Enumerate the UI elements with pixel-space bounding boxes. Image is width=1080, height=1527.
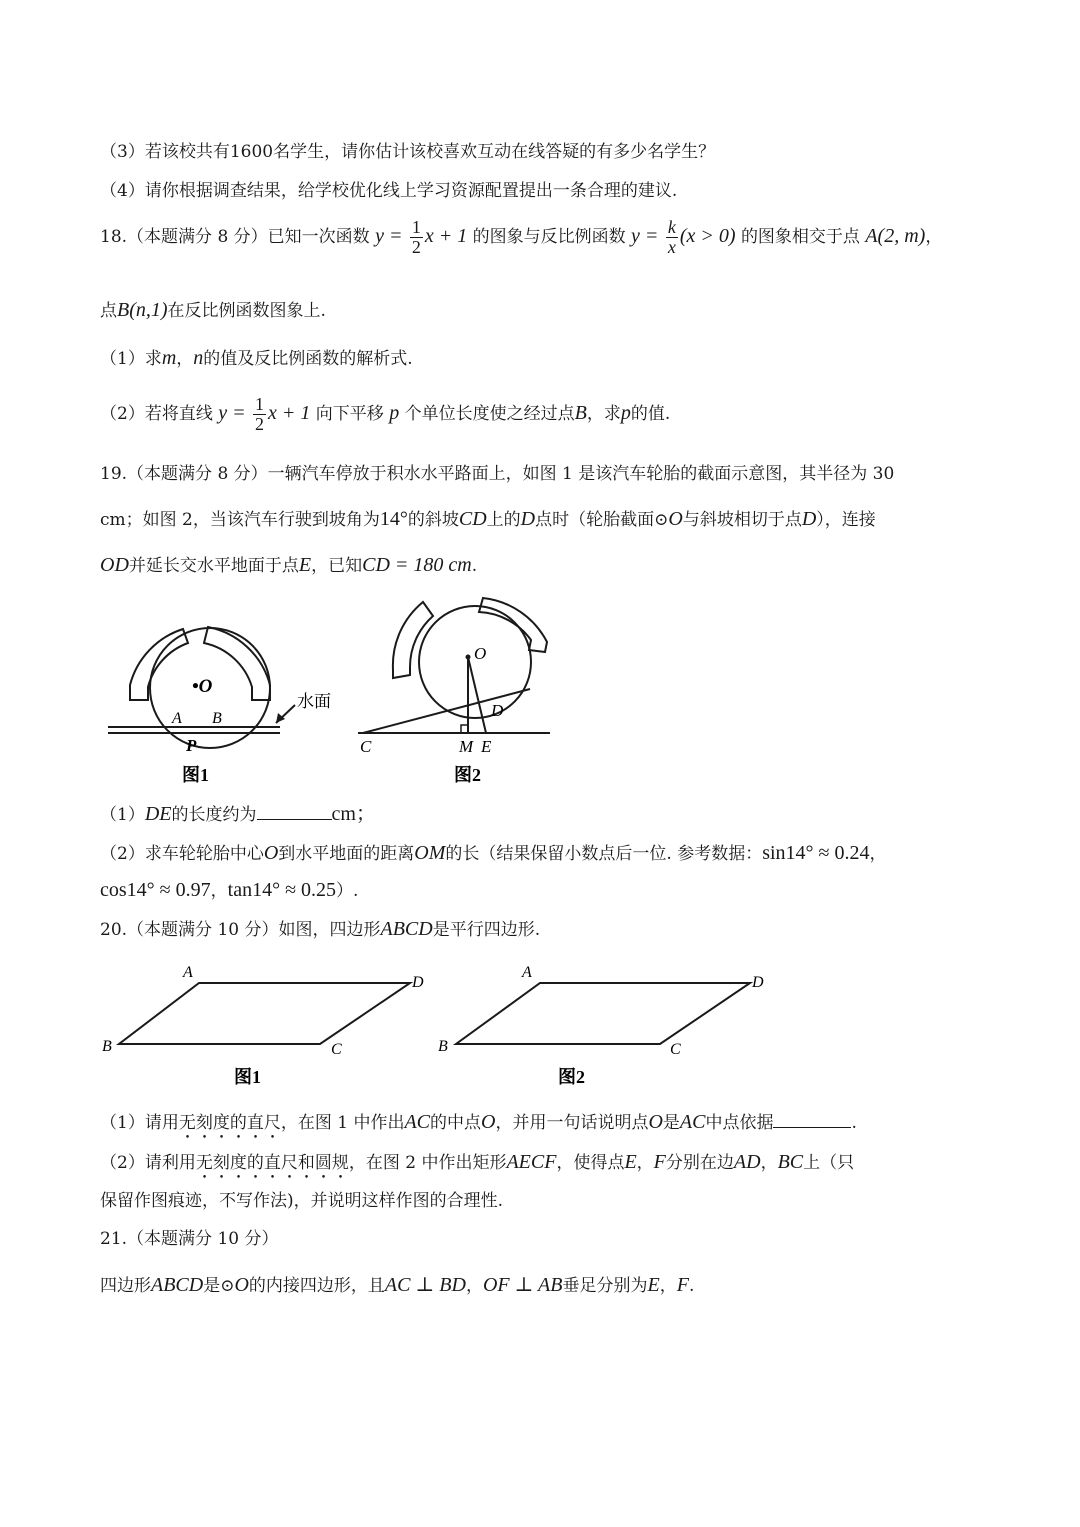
q20-s1g: . — [851, 1113, 857, 1133]
label-c: C — [331, 1041, 342, 1058]
label-a: A — [522, 964, 532, 981]
q19-l2e: 与斜坡相切于点 — [682, 510, 802, 530]
frac-num: k — [667, 217, 676, 237]
q18-lead: 18.（本题满分 8 分）已知一次函数 — [100, 226, 370, 247]
q19-sub1 — [100, 801, 376, 826]
q18-s1-a: （1）求 — [100, 349, 162, 369]
q19-s3a: ， — [210, 881, 228, 901]
frac-den: x — [667, 236, 676, 257]
label-b: B — [102, 1038, 112, 1055]
q21-abcd: ABCD — [151, 1274, 204, 1296]
q20-f: F — [653, 1151, 666, 1173]
q19-s2c: 的长（结果保留小数点后一位. 参考数据： — [445, 844, 763, 864]
label-d: D — [491, 701, 504, 720]
frac-den: 2 — [411, 236, 421, 257]
q21-head: 21.（本题满分 10 分） — [100, 1229, 279, 1249]
q18-s2-c: 个单位长度使之经过点 — [404, 403, 575, 424]
q20-bc: BC — [777, 1151, 804, 1173]
q18-s2-d: ，求 — [586, 403, 621, 424]
label-o: O — [474, 644, 487, 663]
q18-var-m: m — [161, 347, 177, 369]
q18-s1-b: 的值及反比例函数的解析式. — [203, 349, 413, 369]
q19-l3b: ，已知 — [311, 556, 363, 576]
q20-head-a: 20.（本题满分 10 分）如图，四边形 — [100, 920, 381, 940]
label-a: A — [183, 964, 193, 981]
q20-o2: O — [648, 1111, 663, 1133]
q19-s2b: 到水平地面的距离 — [278, 844, 415, 864]
q20-sub2 — [100, 1150, 854, 1183]
frac-num: 1 — [411, 217, 421, 237]
q18-s2-a: （2）若将直线 — [100, 403, 213, 424]
q19-s1-c: cm； — [331, 803, 376, 825]
q19-l2c: 上的 — [486, 510, 521, 530]
q20-s2d: ， — [636, 1153, 654, 1173]
q18-frac-k — [666, 218, 678, 257]
line-oe — [468, 657, 486, 733]
q20-s1d: ，并用一句话说明点 — [495, 1113, 649, 1133]
q20-abcd: ABCD — [380, 918, 433, 940]
q19-o: O — [668, 508, 683, 530]
q18-line1 — [100, 218, 942, 257]
q18-s2-e: 的值. — [630, 403, 671, 424]
fender-left — [130, 629, 188, 700]
q19-od: OD — [100, 554, 129, 576]
q20-s1e: 是 — [662, 1113, 680, 1133]
fender-right — [479, 598, 547, 652]
frac-num: 1 — [255, 394, 265, 414]
q19-s1-b: 的长度约为 — [171, 805, 257, 825]
q20-ac: AC — [404, 1111, 431, 1133]
q21-perp2: OF ⊥ AB — [482, 1274, 563, 1296]
q18-var-p: p — [389, 401, 400, 424]
q19-de: DE — [144, 803, 172, 825]
right-angle-mark — [461, 725, 468, 733]
q18-s2-b: 向下平移 — [315, 403, 384, 424]
q18-s2-rhs: x + 1 — [268, 401, 311, 424]
q18-var-n: n — [193, 347, 204, 369]
q19-om: OM — [414, 842, 446, 864]
q19-d2: D — [801, 508, 817, 530]
label-o: •O — [192, 676, 213, 697]
caption: 图2 — [558, 1067, 585, 1087]
q19-angle: 14° — [379, 508, 408, 530]
q17-part3: （3）若该校共有1600名学生，请你估计该校喜欢互动在线答疑的有多少名学生？ — [100, 142, 716, 162]
q19-cd: CD — [458, 508, 487, 530]
q20-figure-2 — [432, 960, 777, 1095]
q21-perp1: AC ⊥ BD — [384, 1274, 466, 1296]
answer-blank[interactable] — [257, 801, 332, 820]
q19-line1: 19.（本题满分 8 分）一辆汽车停放于积水水平路面上，如图 1 是该汽车轮胎的截面示意图，其半径为 30 — [100, 464, 895, 484]
q19-cos: cos14° ≈ 0.97 — [100, 879, 211, 901]
q21-f: F — [676, 1274, 689, 1296]
label-b: B — [438, 1038, 448, 1055]
q21-o: O — [234, 1274, 249, 1296]
q19-l2f: ），连接 — [816, 510, 876, 530]
answer-blank[interactable] — [773, 1109, 851, 1128]
q20-s2g: 上（只 — [803, 1153, 855, 1173]
q19-l2b: 的斜坡 — [407, 510, 459, 530]
q20-s1c: 的中点 — [430, 1113, 482, 1133]
q19-s3b: ）. — [336, 881, 359, 901]
q20-aecf: AECF — [506, 1151, 557, 1173]
label-e: E — [481, 737, 492, 756]
label-p: P — [186, 736, 197, 755]
q19-sin: sin14° ≈ 0.24 — [762, 842, 870, 864]
q20-head-b: 是平行四边形. — [432, 920, 541, 940]
label-d: D — [752, 974, 764, 991]
q18-l2-post: 在反比例函数图象上. — [167, 301, 326, 321]
label-a: A — [172, 710, 182, 727]
q18-var-p2: p — [620, 401, 631, 424]
q18-point-b: B(n,1) — [117, 299, 168, 321]
q20-e: E — [624, 1151, 637, 1173]
q19-sub3 — [100, 878, 358, 902]
label-water: 水面 — [297, 692, 331, 711]
q19-line2 — [100, 507, 876, 531]
label-c: C — [360, 737, 372, 756]
q20-figure-1 — [95, 960, 435, 1095]
q19-s1-a: （1） — [100, 805, 145, 825]
q18-var-b: B — [574, 401, 587, 424]
q20-s1a: （1）请用 — [100, 1113, 179, 1133]
q19-line3 — [100, 553, 477, 577]
q18-sub2 — [100, 395, 670, 434]
center-dot — [466, 655, 471, 660]
q19-figure-1 — [100, 615, 360, 790]
q20-s1b: ，在图 1 中作出 — [280, 1113, 405, 1133]
q19-e: E — [298, 554, 312, 576]
q19-cd-eq: CD = 180 cm — [362, 554, 472, 576]
q21-l1f: ， — [659, 1276, 677, 1296]
q20-head — [100, 917, 540, 941]
q20-s2-emphasis: 无刻度的直尺和圆规 — [195, 1153, 349, 1173]
frac-den: 2 — [255, 413, 265, 434]
caption: 图1 — [182, 765, 209, 785]
q21-l1g: . — [688, 1276, 695, 1296]
q18-l2-pre: 点 — [100, 301, 117, 321]
fender-right — [204, 627, 270, 700]
label-d: D — [412, 974, 424, 991]
slope-line — [363, 689, 530, 733]
q18-inverse-rhs: (x > 0) — [679, 224, 736, 247]
parallelogram — [119, 983, 410, 1044]
caption: 图1 — [234, 1067, 261, 1087]
q20-s2c: ，使得点 — [556, 1153, 625, 1173]
q19-l2a: cm；如图 2，当该汽车行驶到坡角为 — [100, 510, 380, 530]
q18-point-a: A(2, m) — [865, 224, 926, 247]
q20-s2e: 分别在边 — [665, 1153, 734, 1173]
q19-d: D — [520, 508, 536, 530]
q21-l1b: 是⊙ — [203, 1276, 235, 1296]
fender-left — [393, 602, 433, 678]
q17-part4: （4）请你根据调查结果，给学校优化线上学习资源配置提出一条合理的建议. — [100, 181, 678, 201]
q19-sub2 — [100, 841, 887, 865]
q18-line2 — [100, 298, 326, 322]
label-c: C — [670, 1041, 681, 1058]
q18-s1-sep: ， — [176, 349, 194, 369]
q20-s2a: （2）请利用 — [100, 1153, 196, 1173]
label-m: M — [459, 737, 474, 756]
q19-l3a: 并延长交水平地面于点 — [128, 556, 299, 576]
q20-s1-emphasis: 无刻度的直尺 — [178, 1113, 281, 1133]
q18-text2: 的图象相交于点 — [740, 226, 860, 247]
q18-text1: 的图象与反比例函数 — [472, 226, 626, 247]
q18-linear-rhs: x + 1 — [424, 224, 468, 247]
q19-tan: tan14° ≈ 0.25 — [227, 879, 337, 901]
q18-s2-frac — [253, 395, 266, 434]
q19-l3c: . — [471, 556, 478, 576]
q20-o: O — [481, 1111, 496, 1133]
q20-sub3: 保留作图痕迹，不写作法)，并说明这样作图的合理性. — [100, 1191, 504, 1211]
q21-line1 — [100, 1273, 694, 1297]
q20-sub1 — [100, 1109, 857, 1143]
q20-s1f: 中点依据 — [705, 1113, 774, 1133]
q21-e: E — [647, 1274, 660, 1296]
q21-l1d: ， — [465, 1276, 483, 1296]
q19-s2d: ， — [869, 844, 887, 864]
q20-s2f: ， — [760, 1153, 778, 1173]
q18-frac-half — [410, 218, 423, 257]
q19-s2a: （2）求车轮轮胎中心 — [100, 844, 264, 864]
q18-linear-lhs: y = — [375, 224, 403, 247]
q18-inverse-lhs: y = — [631, 224, 659, 247]
q19-l2d: 点时（轮胎截面⊙ — [535, 510, 669, 530]
q21-l1c: 的内接四边形，且 — [248, 1276, 385, 1296]
q18-end1: ， — [925, 226, 943, 247]
q20-ac2: AC — [679, 1111, 706, 1133]
q21-l1e: 垂足分别为 — [562, 1276, 648, 1296]
q20-s2b: ，在图 2 中作出矩形 — [348, 1153, 507, 1173]
caption: 图2 — [454, 765, 481, 785]
q19-s2-o: O — [263, 842, 279, 864]
q20-ad: AD — [733, 1151, 761, 1173]
parallelogram — [456, 983, 750, 1044]
q18-sub1 — [100, 346, 413, 370]
q19-figure-2 — [355, 592, 555, 790]
q18-s2-lhs: y = — [218, 401, 246, 424]
label-b: B — [212, 710, 222, 727]
q21-l1a: 四边形 — [100, 1276, 151, 1296]
